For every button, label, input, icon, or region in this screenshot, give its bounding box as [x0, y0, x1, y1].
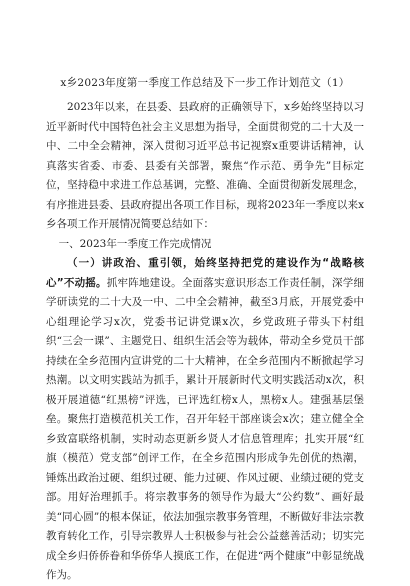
subsection-text: 抓牢阵地建设。全面落实意识形态工作责任制，深学细学研读党的二十大及一中、二中全会精神，截至3月底，开展党委中心组理论学习x次，党委书记讲党课x次，乡党政班子带头下村组织“三会一课”、主题党日、组织生活会等为载体，带动全乡党员干部持续在全乡范围内宣讲党的二十大精神，在全乡范围内不断掀起学习热潮。以文明实践站为抓手，累计开展新时代文明实践活动x次，积极开展道德“红黑榜”评选，已评选红榜x人，黑榜x人。建强基层堡垒。聚焦打造模范机关工作，召开年轻干部座谈会x次；建立健全全乡致富联络机制，实时动态更新乡贤人才信息管理库；扎实开展“红旗（模范）党支部”创评工作，在全乡范围内形成争先创优的热潮，锤炼出政治过硬、组织过硬、能力过硬、作风过硬、业绩过硬的党支部。用好治理抓手。将宗教事务的领导作为最大“公约数”、画好最美“同心圆”的根本保证，依法加强宗教事务管理，不断做好非法宗教教育转化工作，引导宗教界人士积极参与社会公益慈善活动；切实完成全乡归侨侨眷和华侨华人摸底工作，在促进“两个健康”中彰显统战作为。 [46, 276, 364, 581]
section-heading: 一、2023年一季度工作完成情况 [58, 237, 212, 250]
subsection-paragraph [46, 254, 364, 586]
document-body [46, 98, 364, 586]
subsection-heading: （一）讲政治、重引领，始终坚持把党的建设作为“战略核心”不动摇。 [46, 257, 364, 289]
intro-paragraph: 2023年以来，在县委、县政府的正确领导下，x乡始终坚持以习近平新时代中国特色社会主义思想为指导，全面贯彻党的二十大及一中、二中全会精神，深入贯彻习近平总书记视察x重要讲话精神，认真落实省委、市委、县委有关部署，聚焦“作示范、勇争先”目标定位，坚持稳中求进工作总基调，完整、准确、全面贯彻新发展理念，有序推进县委、县政府提出各项工作目标，现将2023年一季度以来x乡各项工作开展情况简要总结如下： [46, 101, 364, 230]
document-title: x乡2023年度第一季度工作总结及下一步工作计划范文（1） [60, 77, 350, 89]
